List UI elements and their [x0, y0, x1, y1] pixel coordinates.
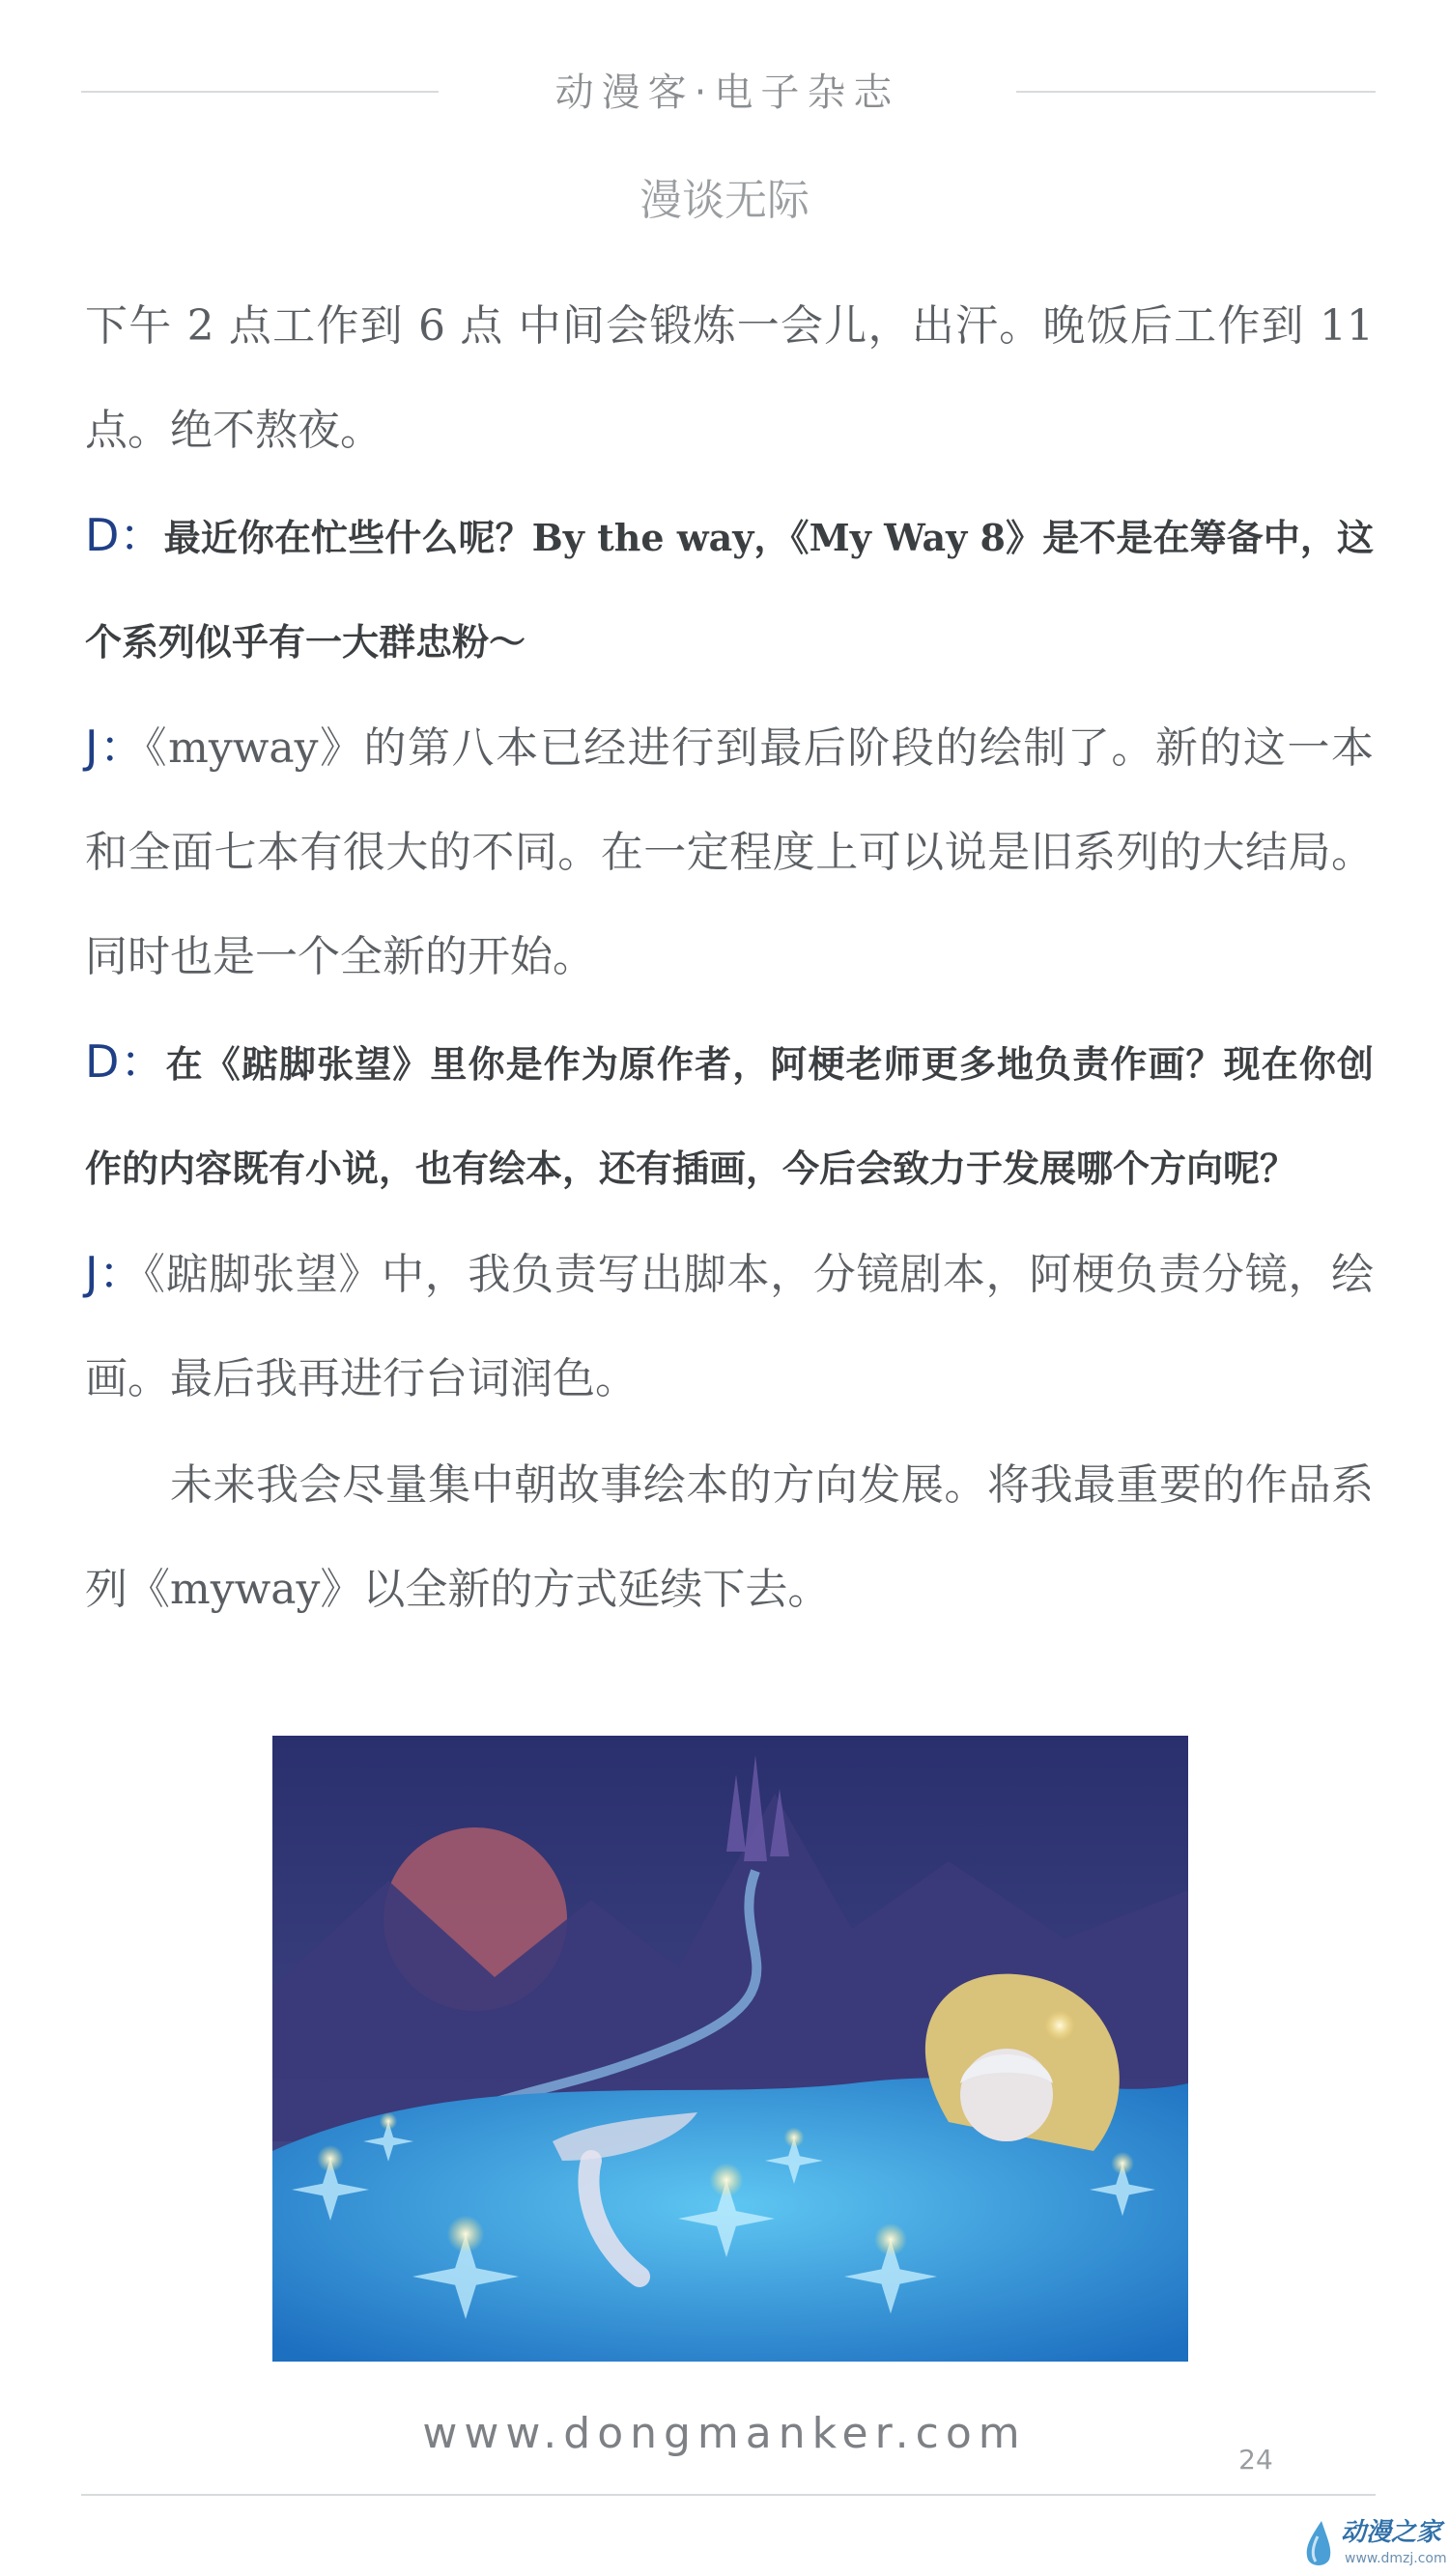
starfish-glow	[874, 2223, 907, 2256]
answer-text: 《myway》的第八本已经进行到最后阶段的绘制了。新的这一本和全面七本有很大的不同。在一定程度上可以说是旧系列的大结局。同时也是一个全新的开始。	[85, 723, 1374, 981]
answer-1	[85, 694, 1374, 1009]
speaker-label: J：	[85, 721, 146, 773]
answer-2	[85, 1221, 1374, 1431]
starfish-glow	[380, 2112, 397, 2130]
answer-text: 《踮脚张望》中，我负责写出脚本，分镜剧本，阿梗负责分镜，绘画。最后我再进行台词润色。	[85, 1250, 1374, 1403]
starfish-glow	[317, 2145, 344, 2172]
question-text: 最近你在忙些什么呢？By the way，《My Way 8》是不是在筹备中，这个系列似乎有一大群忠粉～	[85, 516, 1374, 664]
starfish-glow	[784, 2128, 805, 2148]
starfish-glow	[1111, 2152, 1134, 2175]
illustration-artwork	[272, 1736, 1188, 2362]
question-text: 在《踮脚张望》里你是作为原作者，阿梗老师更多地负责作画？现在你创作的内容既有小说，也有绘本，还有插画，今后会致力于发展哪个方向呢？	[85, 1042, 1374, 1190]
helmet-lamp	[1044, 2010, 1075, 2041]
drop-logo-icon	[1300, 2519, 1339, 2569]
footer-rule	[81, 2494, 1376, 2496]
answer-text: 未来我会尽量集中朝故事绘本的方向发展。将我最重要的作品系列《myway》以全新的方式延续下去。	[85, 1460, 1374, 1614]
illustration-image	[272, 1736, 1188, 2362]
page-header	[0, 64, 1449, 122]
footer-website[interactable]: www.dongmanker.com	[422, 2409, 1027, 2458]
section-title: 漫谈无际	[639, 176, 810, 225]
speaker-label: D：	[85, 509, 164, 561]
starfish-glow	[447, 2216, 485, 2253]
watermark-url: www.dmzj.com	[1345, 2551, 1447, 2566]
answer-2-continued	[85, 1431, 1374, 1642]
header-rule-right	[1016, 91, 1376, 93]
paragraph-1	[85, 272, 1374, 483]
header-rule-left	[81, 91, 439, 93]
article-body	[85, 272, 1374, 1642]
starfish-glow	[710, 2164, 744, 2197]
speaker-label: J：	[85, 1247, 144, 1299]
speaker-label: D：	[85, 1035, 166, 1088]
site-watermark	[1300, 2515, 1445, 2573]
watermark-name: 动漫之家	[1341, 2518, 1442, 2547]
page-number: 24	[1238, 2444, 1273, 2476]
paragraph-text: 下午 2 点工作到 6 点 中间会锻炼一会儿，出汗。晚饭后工作到 11 点。绝不熬夜。	[85, 301, 1374, 455]
magazine-title: 动漫客·电子杂志	[554, 71, 900, 115]
question-1	[85, 483, 1374, 694]
question-2	[85, 1009, 1374, 1221]
